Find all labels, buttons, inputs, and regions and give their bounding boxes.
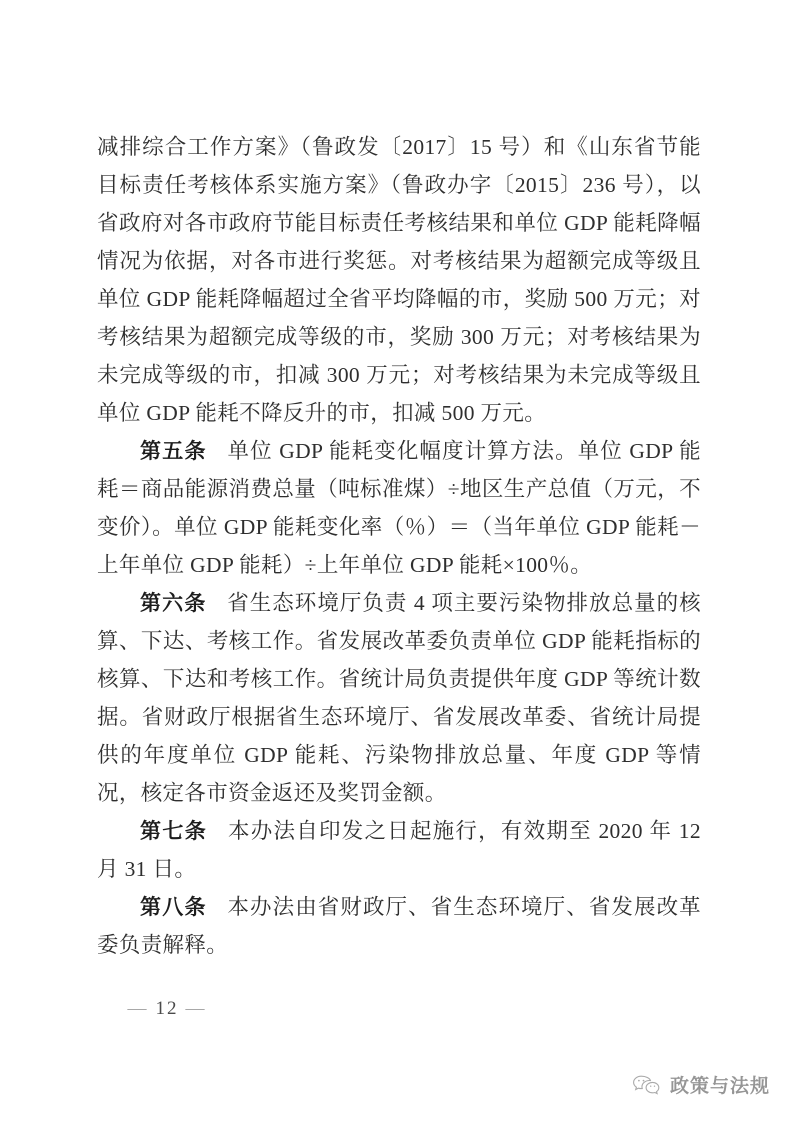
paragraph-article-eight xyxy=(97,888,701,964)
watermark xyxy=(632,1071,770,1098)
page-number-dash-left: — xyxy=(127,998,149,1019)
paragraph-article-six xyxy=(97,584,701,812)
wechat-speech-bubble-icon xyxy=(632,1073,662,1097)
paragraph-text: 本办法自印发之日起施行，有效期至 2020 年 12 月 31 日。 xyxy=(97,819,702,881)
article-label-eight: 第八条 xyxy=(140,895,207,919)
article-label-seven: 第七条 xyxy=(140,819,208,843)
paragraph-text: 减排综合工作方案》（鲁政发〔2017〕15 号）和《山东省节能目标责任考核体系实施方案》（鲁政办字〔2015〕236 号），以省政府对各市政府节能目标责任考核结果和单位 GDP 能耗降幅情况为依据，对各市进行奖惩。对考核结果为超额完成等级且单位 GDP 能耗降幅超过全省平均降幅的市，奖励 500 万元；对考核结果为超额完成等级的市，奖励 300 万元；对考核结果为未完成等级的市，扣减 300 万元；对考核结果为未完成等级且单位 GDP 能耗不降反升的市，扣减 500 万元。 xyxy=(97,135,701,425)
paragraph-text: 单位 GDP 能耗变化幅度计算方法。单位 GDP 能耗＝商品能源消费总量（吨标准煤）÷地区生产总值（万元，不变价）。单位 GDP 能耗变化率（％）＝（当年单位 GDP 能耗－上年单位 GDP 能耗）÷上年单位 GDP 能耗×100％。 xyxy=(97,439,701,577)
paragraph-text: 省生态环境厅负责 4 项主要污染物排放总量的核算、下达、考核工作。省发展改革委负责单位 GDP 能耗指标的核算、下达和考核工作。省统计局负责提供年度 GDP 等统计数据。省财政厅根据省生态环境厅、省发展改革委、省统计局提供的年度单位 GDP 能耗、污染物排放总量、年度 GDP 等情况，核定各市资金返还及奖罚金额。 xyxy=(97,591,702,805)
paragraph-article-seven xyxy=(97,812,701,888)
paragraph-article-five xyxy=(97,432,701,584)
page-number-group xyxy=(121,998,214,1020)
page-number-dash-right: — xyxy=(185,998,207,1019)
paragraph-text: 本办法由省财政厅、省生态环境厅、省发展改革委负责解释。 xyxy=(97,895,702,957)
article-label-six: 第六条 xyxy=(140,591,207,615)
document-body xyxy=(97,128,701,964)
page-number-footer xyxy=(0,998,794,1020)
paragraph-continued-article-four xyxy=(97,128,701,432)
watermark-label: 政策与法规 xyxy=(669,1075,770,1097)
article-label-five: 第五条 xyxy=(140,439,207,463)
page-number-value: 12 xyxy=(155,998,179,1019)
